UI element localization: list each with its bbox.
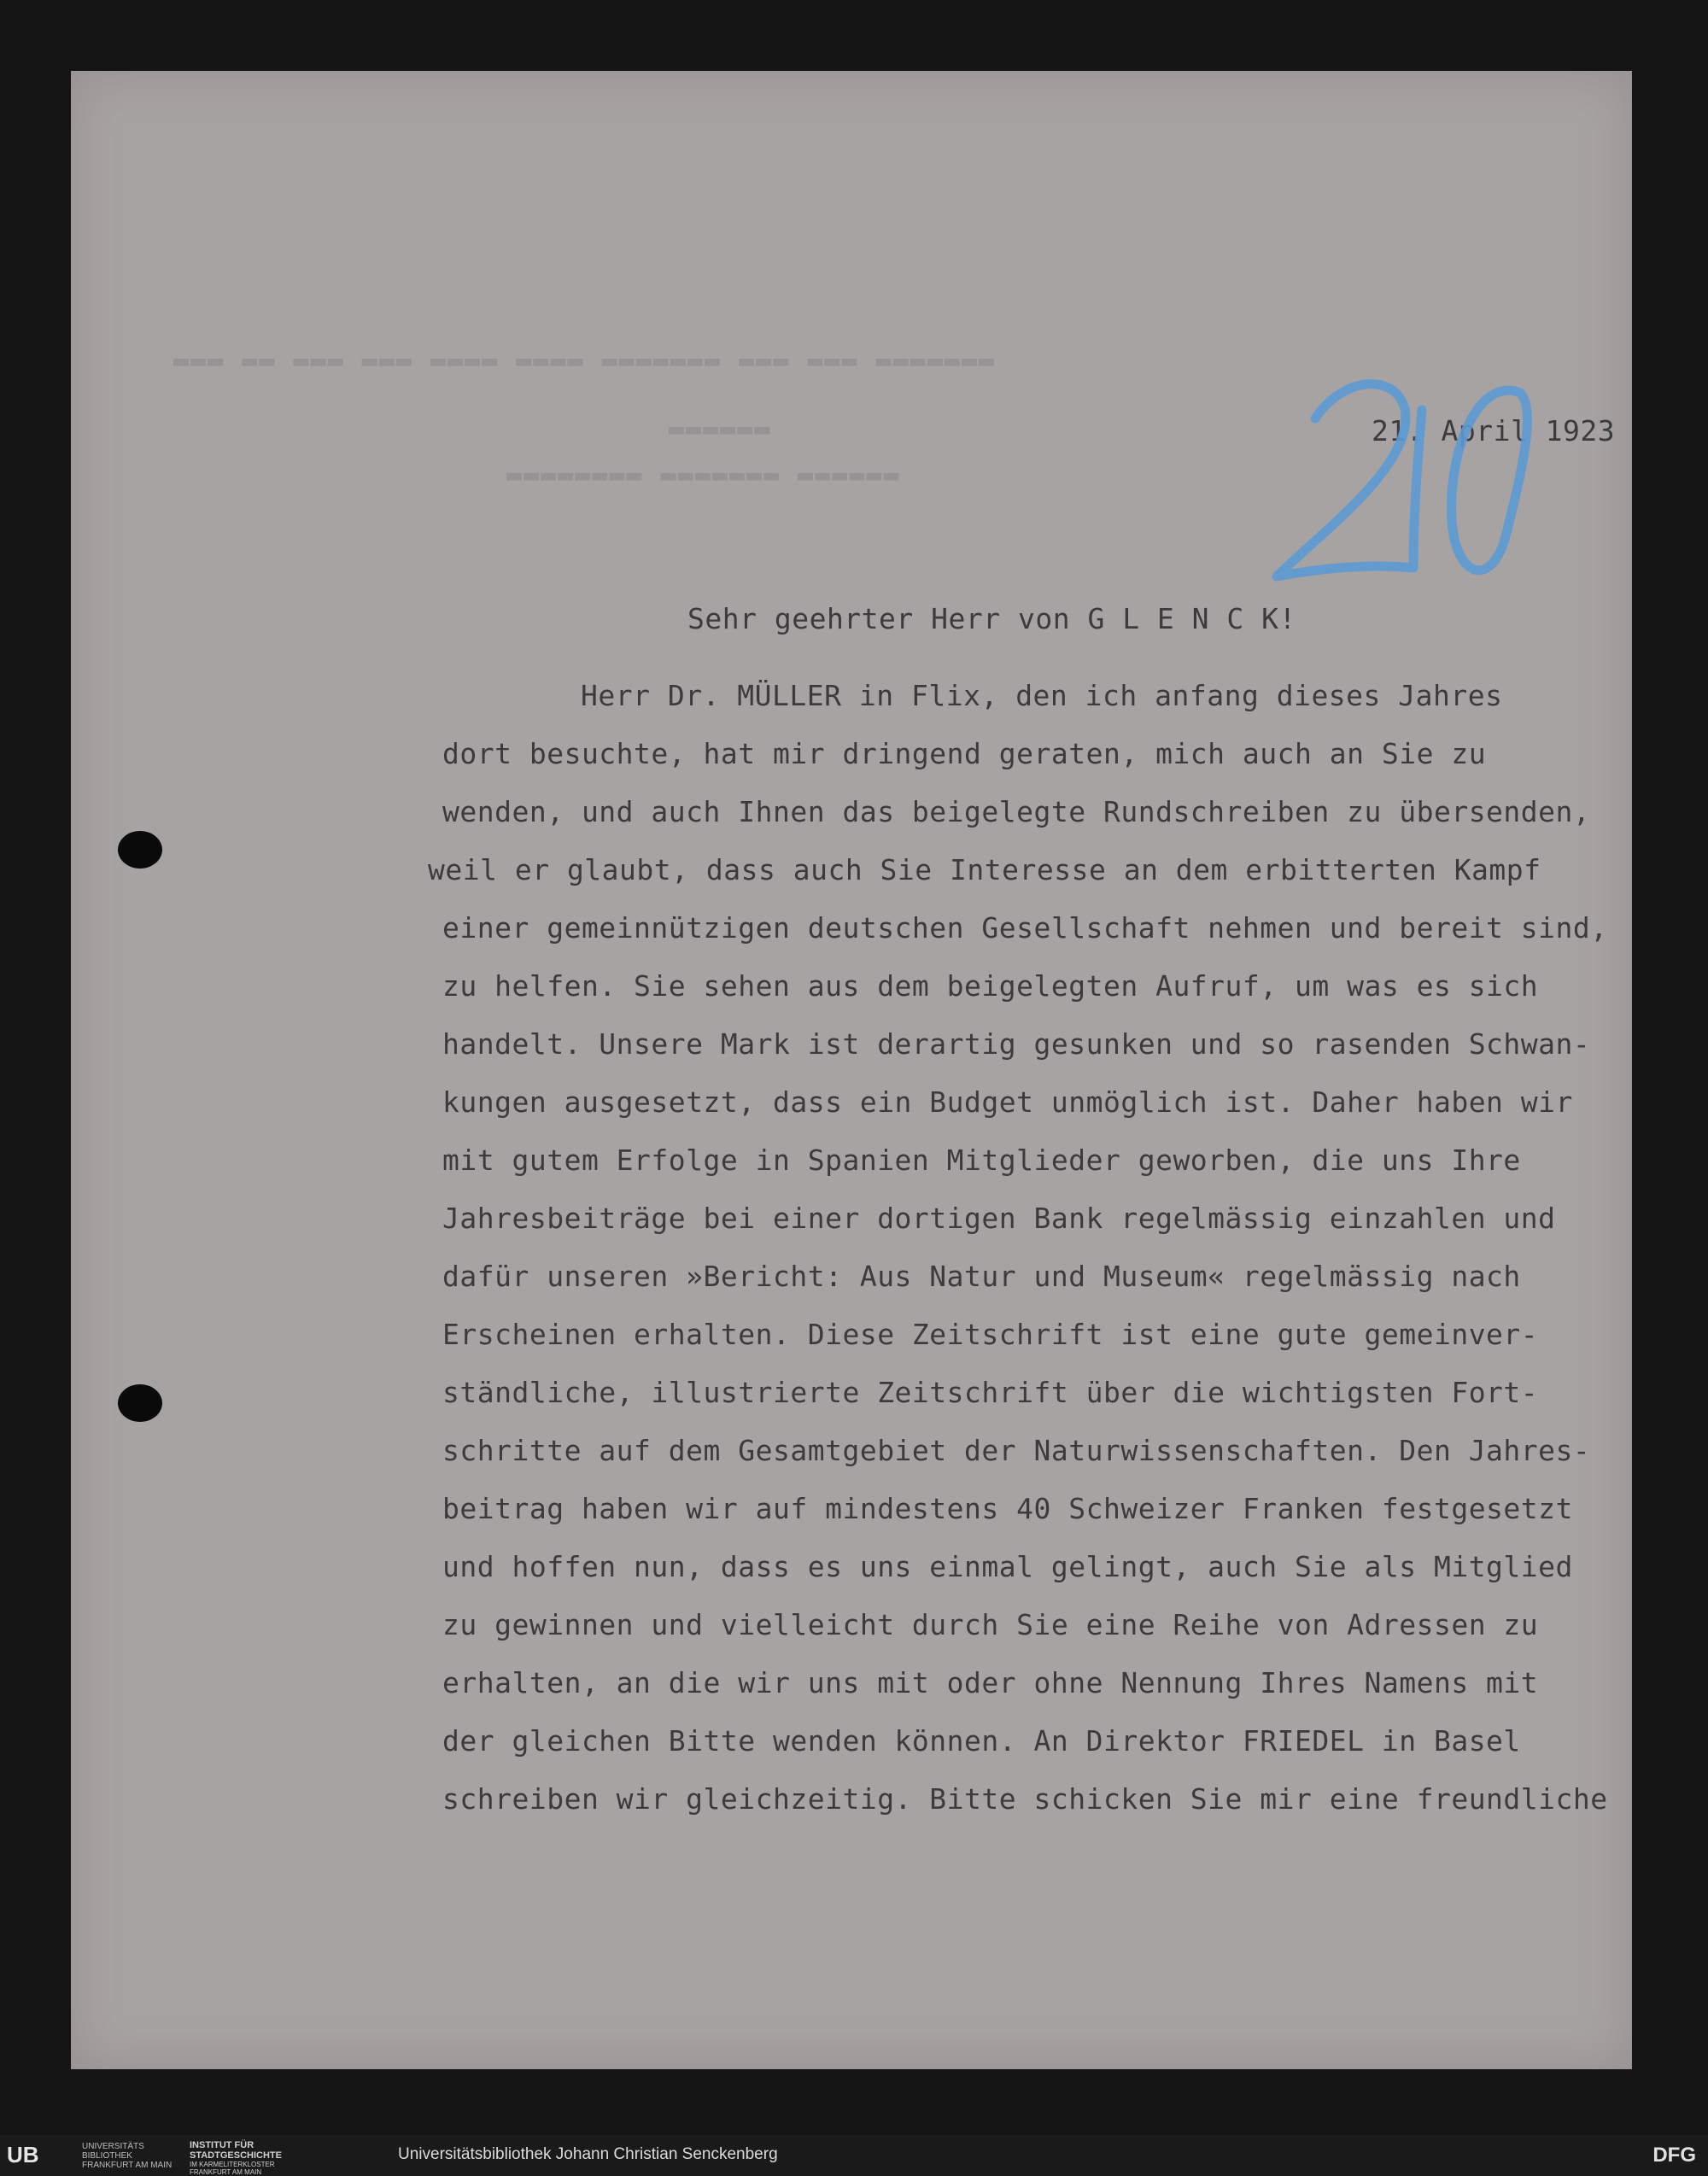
handwritten-number-mark bbox=[1264, 359, 1571, 632]
body-line: schreiben wir gleichzeitig. Bitte schicken Sie mir eine freundliche bbox=[442, 1782, 1608, 1816]
body-line: Herr Dr. MÜLLER in Flix, den ich anfang dieses Jahres bbox=[581, 679, 1503, 712]
punch-hole-bottom bbox=[118, 1384, 162, 1422]
dfg-logo: DFG bbox=[1652, 2144, 1696, 2167]
ub-logo-subtitle: UNIVERSITÄTS BIBLIOTHEK FRANKFURT AM MAIN bbox=[82, 2142, 173, 2170]
body-line: beitrag haben wir auf mindestens 40 Schweizer Franken festgesetzt bbox=[442, 1492, 1573, 1525]
archive-footer bbox=[0, 2135, 1708, 2176]
body-line: der gleichen Bitte wenden können. An Direktor FRIEDEL in Basel bbox=[442, 1724, 1521, 1758]
body-line: wenden, und auch Ihnen das beigelegte Rundschreiben zu übersenden, bbox=[442, 795, 1591, 828]
body-line: schritte auf dem Gesamtgebiet der Naturwissenschaften. Den Jahres- bbox=[442, 1434, 1591, 1467]
salutation: Sehr geehrter Herr von G L E N C K! bbox=[687, 602, 1296, 635]
ub-logo: UB bbox=[7, 2142, 39, 2167]
punch-hole-top bbox=[118, 831, 162, 869]
body-line: kungen ausgesetzt, dass ein Budget unmöglich ist. Daher haben wir bbox=[442, 1085, 1573, 1119]
show-through-line: ▬▬▬▬▬▬▬▬ ▬▬▬▬▬▬▬ ▬▬▬▬▬▬ bbox=[506, 460, 901, 489]
library-name: Universitätsbibliothek Johann Christian Senckenberg bbox=[398, 2145, 778, 2163]
body-line: erhalten, an die wir uns mit oder ohne Nennung Ihres Namens mit bbox=[442, 1666, 1539, 1699]
body-line: handelt. Unsere Mark ist derartig gesunken und so rasenden Schwan- bbox=[442, 1027, 1591, 1061]
body-line: zu gewinnen und vielleicht durch Sie eine Reihe von Adressen zu bbox=[442, 1608, 1539, 1641]
body-line: ständliche, illustrierte Zeitschrift über die wichtigsten Fort- bbox=[442, 1376, 1539, 1409]
isg-logo: INSTITUT FÜR STADTGESCHICHTE IM KARMELITERKLOSTER FRANKFURT AM MAIN bbox=[190, 2140, 282, 2176]
body-line: dafür unseren »Bericht: Aus Natur und Museum« regelmässig nach bbox=[442, 1260, 1521, 1293]
body-line: dort besuchte, hat mir dringend geraten, mich auch an Sie zu bbox=[442, 737, 1487, 770]
letter-date: 21. April 1923 bbox=[1372, 414, 1616, 447]
show-through-line: ▬▬▬ ▬▬ ▬▬▬ ▬▬▬ ▬▬▬▬ ▬▬▬▬ ▬▬▬▬▬▬▬ ▬▬▬ ▬▬▬ ▬▬▬▬▬▬▬ bbox=[173, 346, 996, 375]
body-line: einer gemeinnützigen deutschen Gesellschaft nehmen und bereit sind, bbox=[442, 911, 1608, 945]
body-line: weil er glaubt, dass auch Sie Interesse an dem erbitterten Kampf bbox=[428, 853, 1541, 886]
body-line: und hoffen nun, dass es uns einmal gelingt, auch Sie als Mitglied bbox=[442, 1550, 1573, 1583]
show-through-line: ▬▬▬▬▬▬ bbox=[669, 414, 772, 443]
body-line: Jahresbeiträge bei einer dortigen Bank regelmässig einzahlen und bbox=[442, 1202, 1556, 1235]
body-line: mit gutem Erfolge in Spanien Mitglieder geworben, die uns Ihre bbox=[442, 1144, 1521, 1177]
body-line: zu helfen. Sie sehen aus dem beigelegten Aufruf, um was es sich bbox=[442, 969, 1539, 1003]
body-line: Erscheinen erhalten. Diese Zeitschrift ist eine gute gemeinver- bbox=[442, 1318, 1539, 1351]
